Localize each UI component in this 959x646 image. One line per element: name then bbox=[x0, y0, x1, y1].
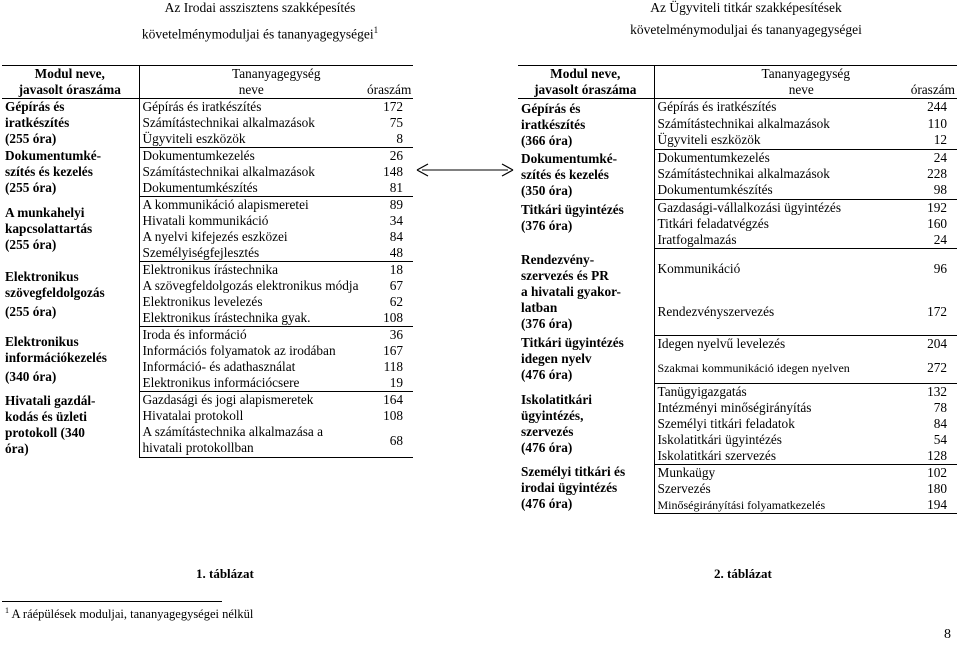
unit-hours: 84 bbox=[389, 229, 404, 244]
module-cell: Hivatali gazdál- kodás és üzleti protokoll (340 óra) bbox=[2, 392, 139, 458]
unit-name: Dokumentumkészítés bbox=[139, 180, 363, 197]
table-row bbox=[2, 99, 413, 116]
unit-hours: 108 bbox=[363, 310, 413, 327]
module-cell: Titkári ügyintézés idegen nyelv (476 óra) bbox=[518, 335, 654, 383]
table-row bbox=[2, 197, 413, 214]
module-cell: Dokumentumké- szítés és kezelés (255 óra) bbox=[2, 148, 139, 197]
module-cell: Dokumentumké- szítés és kezelés (350 óra) bbox=[518, 149, 654, 199]
table-header-row bbox=[2, 82, 413, 99]
unit-name: Iratfogalmazás bbox=[654, 232, 892, 249]
unit-name: A számítástechnika alkalmazása a hivatali protokollban bbox=[139, 424, 363, 458]
unit-name: Idegen nyelvű levelezés bbox=[657, 335, 786, 351]
unit-hours: 89 bbox=[389, 197, 404, 212]
unit-name: Titkári feladatvégzés bbox=[657, 215, 769, 231]
table-header-row bbox=[2, 66, 413, 83]
table-2 bbox=[518, 65, 957, 514]
unit-name: Iskolatitkári szervezés bbox=[654, 448, 892, 465]
module-cell: A munkahelyi kapcsolattartás (255 óra) bbox=[2, 197, 139, 262]
table-row bbox=[518, 248, 957, 289]
table-row bbox=[518, 335, 957, 353]
unit-name: Elektronikus információcsere bbox=[139, 375, 363, 392]
unit-hours: 96 bbox=[933, 260, 948, 276]
table-row bbox=[518, 383, 957, 400]
unit-hours: 180 bbox=[927, 480, 948, 496]
unit-name: Ügyviteli eszközök bbox=[139, 131, 363, 148]
footnote-divider bbox=[2, 601, 222, 602]
unit-name: Számítástechnikai alkalmazások bbox=[142, 164, 315, 179]
unit-hours: 160 bbox=[927, 215, 948, 231]
unit-hours: 98 bbox=[892, 182, 957, 199]
header-modul: Modul neve, bbox=[2, 66, 139, 83]
unit-name: Számítástechnikai alkalmazások bbox=[657, 115, 830, 131]
header-modul-hours: javasolt óraszáma bbox=[2, 82, 139, 99]
unit-name: Számítástechnikai alkalmazások bbox=[657, 165, 830, 181]
unit-name: Elektronikus írástechnika bbox=[142, 262, 279, 277]
table-row bbox=[2, 327, 413, 344]
unit-name: Gazdasági-vállalkozási ügyintézés bbox=[657, 199, 841, 215]
unit-hours: 62 bbox=[389, 294, 404, 309]
unit-name: A szövegfeldolgozás elektronikus módja bbox=[142, 278, 359, 293]
footnote: $^1$ A ráépülések moduljai, tananyagegységei nélkül bbox=[5, 606, 254, 622]
unit-hours: 54 bbox=[933, 431, 948, 447]
unit-hours: 84 bbox=[933, 415, 948, 431]
module-cell: Személyi titkári és irodai ügyintézés (476 óra) bbox=[518, 464, 654, 513]
unit-hours: 118 bbox=[383, 359, 404, 374]
unit-hours: 172 bbox=[892, 289, 957, 336]
unit-hours: 110 bbox=[927, 115, 948, 131]
unit-hours: 78 bbox=[933, 399, 948, 415]
header-unit-hours: óraszám bbox=[892, 82, 957, 99]
unit-name: Ügyviteli eszközök bbox=[654, 132, 892, 149]
table-row bbox=[2, 148, 413, 165]
unit-hours: 19 bbox=[363, 375, 413, 392]
unit-hours: 204 bbox=[927, 335, 948, 351]
header-unit-name: neve bbox=[654, 82, 892, 99]
unit-name: Gazdasági és jogi alapismeretek bbox=[142, 392, 314, 407]
table-row bbox=[518, 149, 957, 166]
table-row bbox=[518, 199, 957, 216]
header-modul-hours: javasolt óraszáma bbox=[518, 82, 654, 99]
unit-hours: 68 bbox=[363, 424, 413, 458]
unit-name: Dokumentumkezelés bbox=[657, 149, 770, 165]
unit-name: Hivatalai protokoll bbox=[142, 408, 244, 423]
unit-hours: 194 bbox=[892, 497, 957, 514]
unit-hours: 24 bbox=[892, 232, 957, 249]
header-modul: Modul neve, bbox=[518, 66, 654, 83]
unit-name: Szervezés bbox=[657, 480, 711, 496]
unit-name: Személyi titkári feladatok bbox=[657, 415, 795, 431]
table-1 bbox=[2, 65, 413, 458]
unit-hours: 192 bbox=[927, 199, 948, 215]
module-cell: Gépírás és iratkészítés (366 óra) bbox=[518, 99, 654, 150]
right-title-line1: Az Ügyviteli titkár szakképesítések bbox=[650, 0, 842, 15]
unit-hours: 81 bbox=[363, 180, 413, 197]
unit-name: Információ- és adathasználat bbox=[142, 359, 296, 374]
unit-hours: 128 bbox=[892, 448, 957, 465]
unit-hours: 48 bbox=[363, 245, 413, 262]
unit-name: Tanügyigazgatás bbox=[657, 383, 747, 399]
unit-name: Szakmai kommunikáció idegen nyelven bbox=[654, 353, 892, 384]
unit-name: Személyiségfejlesztés bbox=[139, 245, 363, 262]
unit-hours: 172 bbox=[383, 99, 404, 114]
unit-name: Rendezvényszervezés bbox=[654, 289, 892, 336]
unit-name: Minőségirányítási folyamatkezelés bbox=[654, 497, 892, 514]
right-title bbox=[556, 0, 936, 41]
unit-name: Elektronikus írástechnika gyak. bbox=[139, 310, 363, 327]
table-row bbox=[518, 464, 957, 481]
unit-name: Gépírás és iratkészítés bbox=[142, 99, 262, 114]
header-unit: Tananyagegység bbox=[139, 66, 413, 83]
unit-hours: 8 bbox=[363, 131, 413, 148]
table-row bbox=[518, 99, 957, 116]
unit-hours: 244 bbox=[927, 99, 948, 114]
unit-hours: 102 bbox=[927, 464, 948, 480]
module-cell: Titkári ügyintézés (376 óra) bbox=[518, 199, 654, 248]
double-arrow-icon bbox=[416, 160, 514, 180]
unit-name: Számítástechnikai alkalmazások bbox=[142, 115, 315, 130]
left-title bbox=[70, 0, 450, 46]
unit-name: A kommunikáció alapismeretei bbox=[142, 197, 309, 212]
header-unit: Tananyagegység bbox=[654, 66, 957, 83]
module-cell: Rendezvény- szervezés és PR a hivatali gyakor- latban (376 óra) bbox=[518, 248, 654, 335]
unit-name: Munkaügy bbox=[657, 464, 716, 480]
unit-hours: 75 bbox=[389, 115, 404, 130]
unit-hours: 12 bbox=[892, 132, 957, 149]
table-row bbox=[2, 392, 413, 409]
unit-hours: 167 bbox=[383, 343, 404, 358]
unit-hours: 18 bbox=[389, 262, 404, 277]
unit-hours: 36 bbox=[389, 327, 404, 342]
unit-name: Intézményi minőségirányítás bbox=[657, 399, 812, 415]
unit-hours: 24 bbox=[933, 149, 948, 165]
table-header-row bbox=[518, 82, 957, 99]
unit-name: Gépírás és iratkészítés bbox=[657, 99, 777, 114]
page-number: 8 bbox=[944, 627, 951, 642]
unit-hours: 26 bbox=[389, 148, 404, 163]
unit-hours: 228 bbox=[927, 165, 948, 181]
module-cell: Elektronikus szövegfeldolgozás (255 óra) bbox=[2, 262, 139, 327]
unit-name: Dokumentumkezelés bbox=[142, 148, 255, 163]
unit-name: Hivatali kommunikáció bbox=[142, 213, 269, 228]
left-title-line2: követelménymoduljai és tananyagegységei$^1$ bbox=[141, 25, 379, 42]
unit-name: Kommunikáció bbox=[657, 260, 741, 276]
table-header-row bbox=[518, 66, 957, 83]
unit-hours: 164 bbox=[383, 392, 404, 407]
unit-hours: 148 bbox=[383, 164, 404, 179]
unit-hours: 34 bbox=[389, 213, 404, 228]
module-cell: Gépírás és iratkészítés (255 óra) bbox=[2, 99, 139, 148]
unit-name: A nyelvi kifejezés eszközei bbox=[142, 229, 288, 244]
header-unit-hours: óraszám bbox=[363, 82, 413, 99]
unit-name: Információs folyamatok az irodában bbox=[142, 343, 336, 358]
unit-hours: 132 bbox=[927, 383, 948, 399]
table-1-caption: 1. táblázat bbox=[196, 566, 254, 581]
right-title-line2: követelménymoduljai és tananyagegységei bbox=[630, 22, 862, 37]
module-cell: Elektronikus információkezelés (340 óra) bbox=[2, 327, 139, 392]
unit-hours: 272 bbox=[892, 353, 957, 384]
table-row bbox=[2, 262, 413, 279]
table-2-caption: 2. táblázat bbox=[714, 566, 772, 581]
unit-hours: 108 bbox=[383, 408, 404, 423]
header-unit-name: neve bbox=[139, 82, 363, 99]
left-title-line1: Az Irodai asszisztens szakképesítés bbox=[164, 0, 356, 15]
unit-name: Elektronikus levelezés bbox=[142, 294, 263, 309]
unit-name: Iskolatitkári ügyintézés bbox=[657, 431, 782, 447]
module-cell: Iskolatitkári ügyintézés, szervezés (476 óra) bbox=[518, 383, 654, 464]
unit-name: Dokumentumkészítés bbox=[654, 182, 892, 199]
unit-name: Iroda és információ bbox=[142, 327, 247, 342]
unit-hours: 67 bbox=[389, 278, 404, 293]
